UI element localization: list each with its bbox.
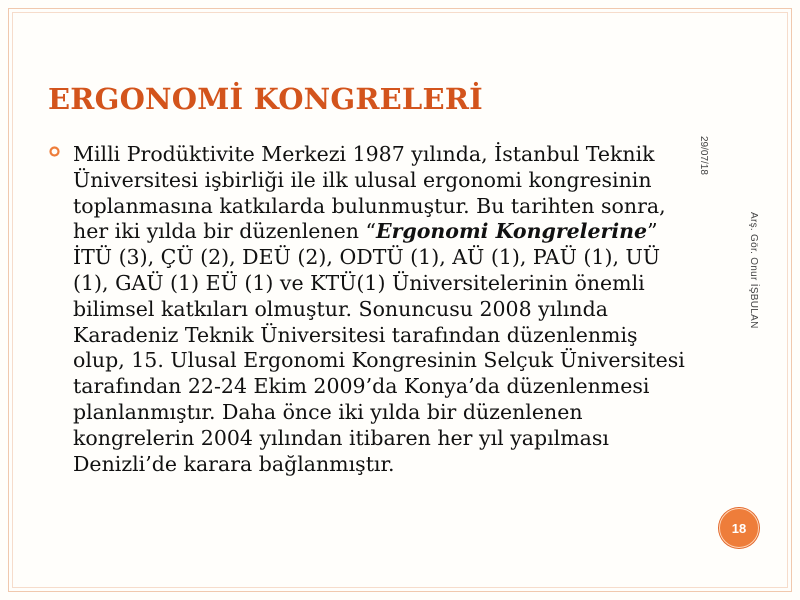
circle-bullet-icon (49, 146, 60, 157)
slide-title: ERGONOMİ KONGRELERİ (48, 82, 483, 116)
bullet-paragraph (73, 142, 691, 477)
paragraph-text-part-2: ” İTÜ (3), ÇÜ (2), DEÜ (2), ODTÜ (1), AÜ (1), PAÜ (1), UÜ (1), GAÜ (1) EÜ (1) ve KTÜ(1) Üniversitelerinin önemli bilimsel katkıları olmuştur. Sonuncusu 2008 yılında Karadeniz Teknik Üniversitesi tarafından düzenlenmiş olup, 15. Ulusal Ergonomi Kongresinin Selçuk Üniversitesi tarafından 22-24 Ekim 2009’da Konya’da düzenlenmesi planlanmıştır. Daha önce iki yılda bir düzenlenen kongrelerin 2004 yılından itibaren her yıl yapılması Denizli’de karara bağlanmıştır. (73, 219, 685, 476)
paragraph-text-part-1: Milli Prodüktivite Merkezi 1987 yılında, İstanbul Teknik Üniversitesi işbirliği ile ilk ulusal ergonomi kongresinin toplanmasına katkılarda bulunmuştur. Bu tarihten sonra, her iki yılda bir düzenlenen “ (73, 142, 666, 244)
page-number-badge (719, 508, 759, 548)
paragraph-emphasis: Ergonomi Kongrelerine (375, 219, 648, 244)
page-number: 18 (731, 520, 747, 536)
slide-date: 29/07/18 (698, 136, 709, 175)
slide-author: Arş. Gör. Onur İŞBULAN (748, 212, 759, 329)
